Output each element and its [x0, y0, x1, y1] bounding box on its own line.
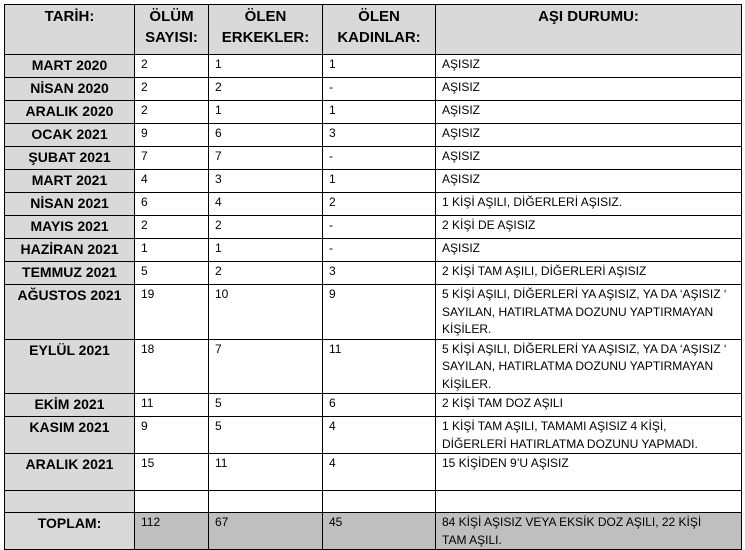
row-date: AĞUSTOS 2021	[5, 285, 135, 340]
empty-cell	[5, 491, 135, 513]
total-men: 67	[209, 513, 323, 550]
row-deaths: 7	[135, 147, 209, 170]
row-status: AŞISIZ	[436, 124, 742, 147]
table-row	[5, 170, 742, 193]
header-status: AŞI DURUMU:	[436, 5, 742, 55]
total-label: TOPLAM:	[5, 513, 135, 550]
row-women: 3	[323, 262, 436, 285]
row-status: 5 KİŞİ AŞILI, DİĞERLERİ YA AŞISIZ, YA DA ‘AŞISIZ ‘ SAYILAN, HATIRLATMA DOZUNU YAPTIRMAYAN KİŞİLER.	[436, 339, 742, 394]
row-deaths: 2	[135, 101, 209, 124]
empty-cell	[436, 491, 742, 513]
row-status: AŞISIZ	[436, 55, 742, 78]
row-deaths: 11	[135, 394, 209, 417]
table-row	[5, 124, 742, 147]
row-men: 1	[209, 239, 323, 262]
row-women: 1	[323, 170, 436, 193]
row-men: 7	[209, 339, 323, 394]
row-date: ARALIK 2021	[5, 454, 135, 491]
row-date: ŞUBAT 2021	[5, 147, 135, 170]
total-women: 45	[323, 513, 436, 550]
row-men: 2	[209, 216, 323, 239]
row-status: 2 KİŞİ TAM DOZ AŞILI	[436, 394, 742, 417]
row-date: MAYIS 2021	[5, 216, 135, 239]
row-date: NİSAN 2021	[5, 193, 135, 216]
row-women: -	[323, 239, 436, 262]
row-status: 15 KİŞİDEN 9’U AŞISIZ	[436, 454, 742, 491]
row-status: AŞISIZ	[436, 170, 742, 193]
row-women: 9	[323, 285, 436, 340]
row-date: ARALIK 2020	[5, 101, 135, 124]
row-men: 6	[209, 124, 323, 147]
row-status: AŞISIZ	[436, 78, 742, 101]
empty-cell	[323, 491, 436, 513]
row-men: 2	[209, 262, 323, 285]
row-deaths: 2	[135, 216, 209, 239]
table-row	[5, 454, 742, 491]
header-women: ÖLEN KADINLAR:	[323, 5, 436, 55]
row-status: 2 KİŞİ TAM AŞILI, DİĞERLERİ AŞISIZ	[436, 262, 742, 285]
table-row	[5, 101, 742, 124]
row-date: EKİM 2021	[5, 394, 135, 417]
row-status: AŞISIZ	[436, 147, 742, 170]
row-men: 1	[209, 101, 323, 124]
row-deaths: 6	[135, 193, 209, 216]
row-women: 3	[323, 124, 436, 147]
row-women: 4	[323, 454, 436, 491]
total-row	[5, 513, 742, 550]
empty-row	[5, 491, 742, 513]
table-row	[5, 417, 742, 454]
row-women: 1	[323, 101, 436, 124]
row-status: 2 KİŞİ DE AŞISIZ	[436, 216, 742, 239]
empty-cell	[209, 491, 323, 513]
row-men: 10	[209, 285, 323, 340]
table-wrapper	[4, 4, 742, 550]
row-status: AŞISIZ	[436, 101, 742, 124]
row-deaths: 4	[135, 170, 209, 193]
row-men: 2	[209, 78, 323, 101]
row-date: HAZİRAN 2021	[5, 239, 135, 262]
empty-cell	[135, 491, 209, 513]
row-date: NİSAN 2020	[5, 78, 135, 101]
row-women: 6	[323, 394, 436, 417]
row-deaths: 18	[135, 339, 209, 394]
table-row	[5, 193, 742, 216]
row-deaths: 5	[135, 262, 209, 285]
header-men: ÖLEN ERKEKLER:	[209, 5, 323, 55]
row-status: 5 KİŞİ AŞILI, DİĞERLERİ YA AŞISIZ, YA DA ‘AŞISIZ ‘ SAYILAN, HATIRLATMA DOZUNU YAPTIRMAYAN KİŞİLER.	[436, 285, 742, 340]
header-deaths: ÖLÜM SAYISI:	[135, 5, 209, 55]
table-row	[5, 216, 742, 239]
row-deaths: 15	[135, 454, 209, 491]
covid-deaths-table	[4, 4, 742, 550]
row-women: -	[323, 78, 436, 101]
row-date: EYLÜL 2021	[5, 339, 135, 394]
table-row	[5, 339, 742, 394]
row-men: 5	[209, 394, 323, 417]
row-men: 1	[209, 55, 323, 78]
row-deaths: 9	[135, 417, 209, 454]
row-women: -	[323, 216, 436, 239]
row-women: 2	[323, 193, 436, 216]
row-date: MART 2020	[5, 55, 135, 78]
header-date: TARİH:	[5, 5, 135, 55]
row-date: OCAK 2021	[5, 124, 135, 147]
table-row	[5, 239, 742, 262]
row-deaths: 19	[135, 285, 209, 340]
total-status: 84 KİŞİ AŞISIZ VEYA EKSİK DOZ AŞILI, 22 KİŞİ TAM AŞILI.	[436, 513, 742, 550]
row-deaths: 2	[135, 55, 209, 78]
row-deaths: 9	[135, 124, 209, 147]
table-row	[5, 147, 742, 170]
row-men: 4	[209, 193, 323, 216]
row-date: MART 2021	[5, 170, 135, 193]
table-row	[5, 262, 742, 285]
table-row	[5, 394, 742, 417]
row-date: TEMMUZ 2021	[5, 262, 135, 285]
table-row	[5, 78, 742, 101]
row-men: 7	[209, 147, 323, 170]
row-deaths: 2	[135, 78, 209, 101]
row-men: 5	[209, 417, 323, 454]
row-men: 3	[209, 170, 323, 193]
total-deaths: 112	[135, 513, 209, 550]
row-deaths: 1	[135, 239, 209, 262]
row-women: 1	[323, 55, 436, 78]
header-row	[5, 5, 742, 55]
row-status: 1 KİŞİ TAM AŞILI, TAMAMI AŞISIZ 4 KİŞİ, DİĞERLERİ HATIRLATMA DOZUNU YAPMADI.	[436, 417, 742, 454]
row-status: 1 KİŞİ AŞILI, DİĞERLERİ AŞISIZ.	[436, 193, 742, 216]
row-women: 11	[323, 339, 436, 394]
row-status: AŞISIZ	[436, 239, 742, 262]
table-row	[5, 55, 742, 78]
row-men: 11	[209, 454, 323, 491]
table-row	[5, 285, 742, 340]
row-women: -	[323, 147, 436, 170]
row-date: KASIM 2021	[5, 417, 135, 454]
row-women: 4	[323, 417, 436, 454]
